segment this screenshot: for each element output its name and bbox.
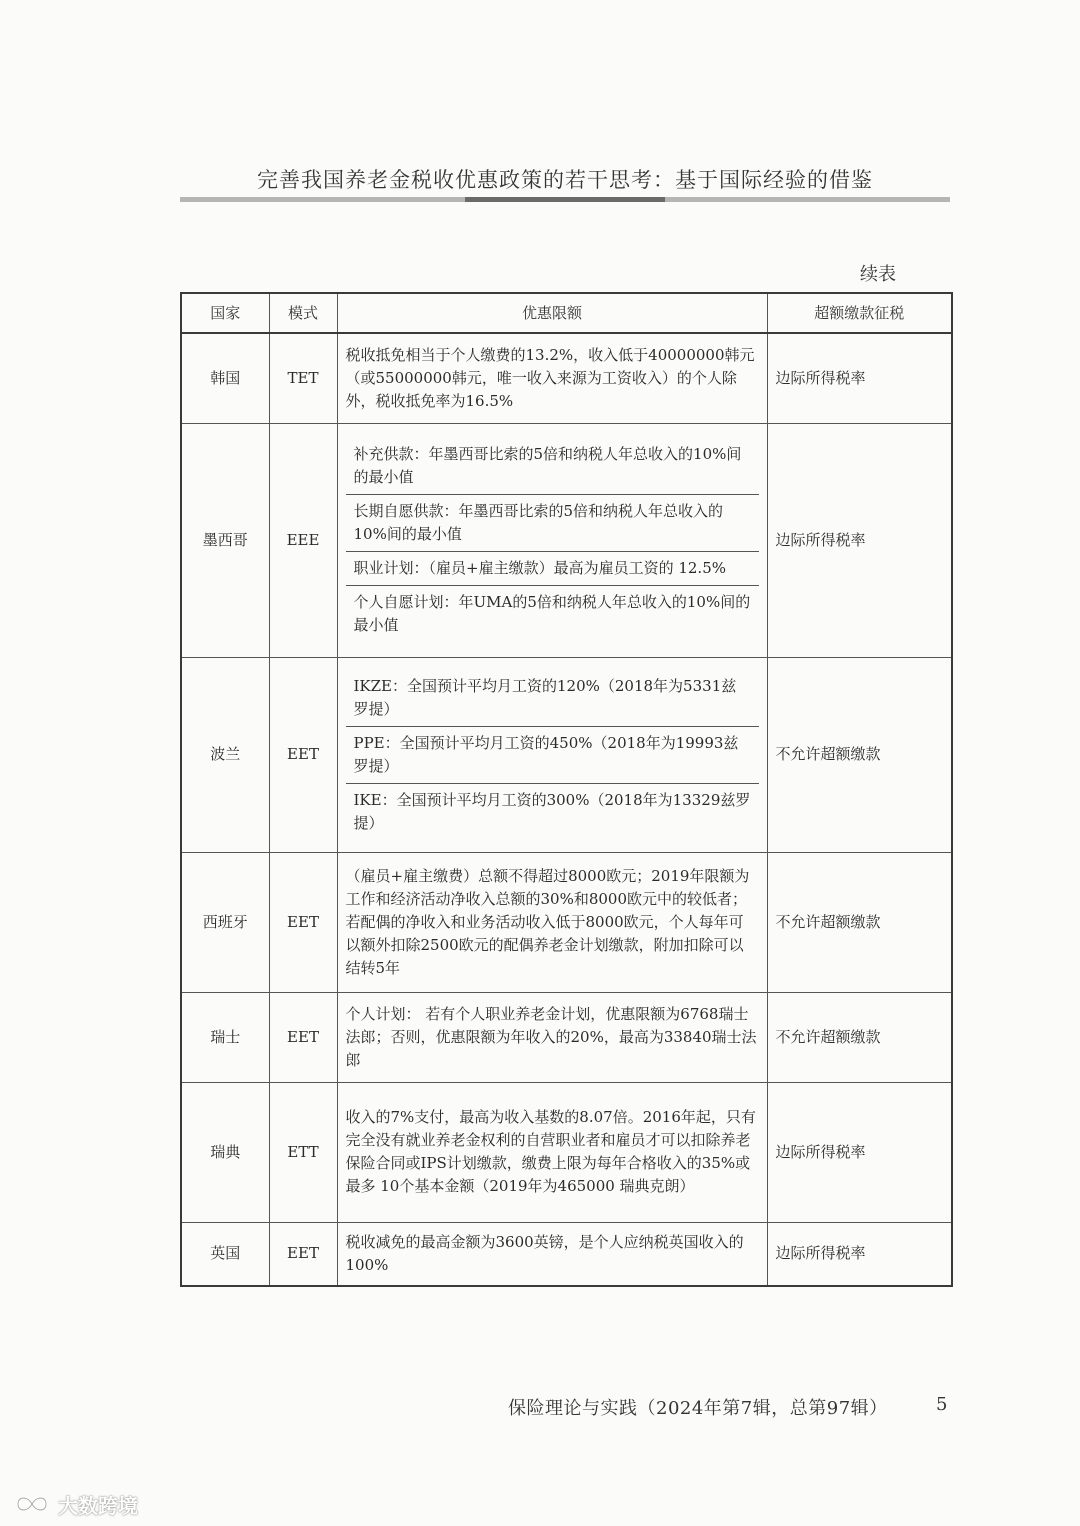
country-cell: 西班牙 <box>181 852 269 992</box>
table-header-row <box>181 293 952 333</box>
watermark-text: 大数跨境 <box>58 1493 138 1518</box>
country-cell: 波兰 <box>181 657 269 852</box>
country-cell: 墨西哥 <box>181 423 269 657</box>
excess-tax-cell: 不允许超额缴款 <box>767 992 952 1082</box>
table-row <box>181 1082 952 1222</box>
table-row <box>181 333 952 423</box>
limit-cell <box>337 423 767 657</box>
mode-cell: EEE <box>269 423 337 657</box>
limit-cell: 个人计划： 若有个人职业养老金计划，优惠限额为6768瑞士法郎；否则，优惠限额为年收入的20%，最高为33840瑞士法郎 <box>337 992 767 1082</box>
country-cell: 瑞典 <box>181 1082 269 1222</box>
journal-footer: 保险理论与实践（2024年第7辑，总第97辑） <box>508 1398 888 1419</box>
mode-cell: EET <box>269 992 337 1082</box>
excess-tax-cell: 边际所得税率 <box>767 423 952 657</box>
mode-cell: EET <box>269 1222 337 1286</box>
mode-cell: EET <box>269 657 337 852</box>
column-header-country: 国家 <box>181 293 269 333</box>
table-row <box>181 657 952 852</box>
mode-cell: TET <box>269 333 337 423</box>
page-header-title: 完善我国养老金税收优惠政策的若干思考：基于国际经验的借鉴 <box>257 168 873 192</box>
excess-tax-cell: 边际所得税率 <box>767 333 952 423</box>
header-rule <box>180 197 950 202</box>
table-row <box>181 423 952 657</box>
limit-cell: 税收抵免相当于个人缴费的13.2%，收入低于40000000韩元（或55000000韩元，唯一收入来源为工资收入）的个人除外，税收抵免率为16.5% <box>337 333 767 423</box>
limit-cell: 税收减免的最高金额为3600英镑，是个人应纳税英国收入的100% <box>337 1222 767 1286</box>
limit-sub-item: 补充供款：年墨西哥比索的5倍和纳税人年总收入的10%间的最小值 <box>346 438 759 495</box>
limit-sub-item: PPE：全国预计平均月工资的450%（2018年为19993兹罗提） <box>346 727 759 784</box>
page-number: 5 <box>936 1394 948 1415</box>
mode-cell: ETT <box>269 1082 337 1222</box>
infinity-logo-icon <box>12 1492 52 1516</box>
table-row <box>181 1222 952 1286</box>
limit-sub-item: 职业计划：（雇员+雇主缴款）最高为雇员工资的 12.5% <box>346 552 759 586</box>
pension-tax-table <box>180 292 953 1287</box>
limit-cell: 收入的7%支付，最高为收入基数的8.07倍。2016年起，只有完全没有就业养老金权利的自营职业者和雇员才可以扣除养老保险合同或IPS计划缴款，缴费上限为每年合格收入的35%或最多 10个基本金额（2019年为465000 瑞典克朗） <box>337 1082 767 1222</box>
country-cell: 英国 <box>181 1222 269 1286</box>
table-row <box>181 852 952 992</box>
excess-tax-cell: 不允许超额缴款 <box>767 657 952 852</box>
column-header-limit: 优惠限额 <box>337 293 767 333</box>
limit-cell: （雇员+雇主缴费）总额不得超过8000欧元；2019年限额为工作和经济活动净收入总额的30%和8000欧元中的较低者；若配偶的净收入和业务活动收入低于8000欧元，个人每年可以额外扣除2500欧元的配偶养老金计划缴款，附加扣除可以结转5年 <box>337 852 767 992</box>
mode-cell: EET <box>269 852 337 992</box>
column-header-excess-tax: 超额缴款征税 <box>767 293 952 333</box>
limit-sub-item: 长期自愿供款：年墨西哥比索的5倍和纳税人年总收入的10%间的最小值 <box>346 495 759 552</box>
country-cell: 瑞士 <box>181 992 269 1082</box>
continued-label: 续表 <box>860 264 896 285</box>
limit-sub-item: 个人自愿计划：年UMA的5倍和纳税人年总收入的10%间的最小值 <box>353 593 751 634</box>
column-header-mode: 模式 <box>269 293 337 333</box>
excess-tax-cell: 边际所得税率 <box>767 1082 952 1222</box>
limit-cell <box>337 657 767 852</box>
limit-sub-item: IKE：全国预计平均月工资的300%（2018年为13329兹罗提） <box>353 790 751 832</box>
country-cell: 韩国 <box>181 333 269 423</box>
excess-tax-cell: 边际所得税率 <box>767 1222 952 1286</box>
limit-sub-item: IKZE：全国预计平均月工资的120%（2018年为5331兹罗提） <box>346 670 759 727</box>
watermark <box>12 1490 138 1518</box>
excess-tax-cell: 不允许超额缴款 <box>767 852 952 992</box>
table-row <box>181 992 952 1082</box>
